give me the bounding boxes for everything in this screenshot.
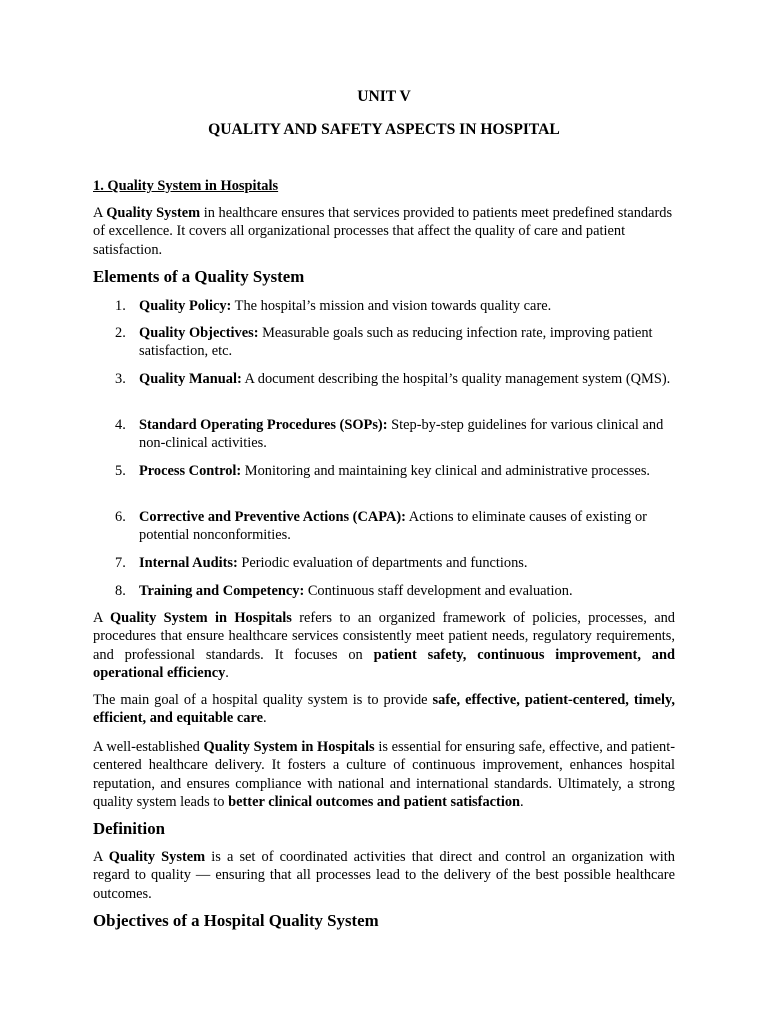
list-item-number: 4. — [115, 417, 126, 433]
definition-heading: Definition — [93, 819, 165, 838]
para3-text-c: . — [263, 710, 267, 727]
list-item-desc: Continuous staff development and evaluation. — [304, 583, 573, 599]
list-item — [93, 297, 675, 315]
main-title: QUALITY AND SAFETY ASPECTS IN HOSPITAL — [208, 121, 560, 138]
definition-text-c: is a set of coordinated activities that direct and control an organization with regard to quality — ensuring that all processes lead to the delivery of the best possible healthcare outcomes. — [93, 849, 675, 902]
unit-title: UNIT V — [357, 88, 411, 105]
paragraph-framework — [93, 609, 675, 683]
definition-term: Quality System — [108, 849, 206, 865]
list-item — [93, 582, 675, 600]
para4-term: Quality System in Hospitals — [203, 739, 375, 755]
para2-term: Quality System in Hospitals — [109, 610, 292, 626]
para4-text-a: A well-established — [93, 739, 204, 755]
intro-text-c: in healthcare ensures that services provided to patients meet predefined standards of excellence. It covers all organizational processes that affect the quality of care and patient satisfaction. — [93, 205, 673, 258]
definition-text-a: A — [93, 849, 109, 865]
list-item-term: Quality Manual: — [139, 371, 242, 387]
para2-text-c: refers to an organized framework of policies, processes, and procedures that ensure healthcare services consistently meet patient needs, regulatory requirements, and professional standards. It focuses on — [93, 610, 675, 663]
list-item-term: Training and Competency: — [139, 583, 305, 599]
list-item-number: 1. — [115, 298, 126, 314]
list-item-desc: Actions to eliminate causes of existing or potential nonconformities. — [139, 509, 647, 544]
paragraph-main-goal — [93, 691, 675, 728]
list-item-term: Quality Objectives: — [139, 325, 259, 341]
list-item-number: 7. — [115, 555, 126, 571]
list-item-term: Internal Audits: — [139, 555, 238, 571]
para2-text-e: . — [225, 665, 229, 682]
paragraph-well-established — [93, 738, 675, 812]
list-item-desc: A document describing the hospital’s quality management system (QMS). — [241, 371, 671, 387]
para4-text-c: is essential for ensuring safe, effective, and patient-centered healthcare delivery. It fosters a culture of continuous improvement, enhances hospital reputation, and ensures compliance with national and international standards. Ultimately, a strong quality system leads to — [93, 739, 675, 811]
list-item — [93, 462, 675, 480]
list-item — [93, 324, 675, 361]
para2-emphasis: patient safety, continuous improvement, and operational efficiency — [93, 646, 676, 682]
list-item — [93, 370, 675, 388]
list-item — [93, 416, 675, 453]
list-item — [93, 554, 675, 572]
list-item-number: 2. — [115, 325, 126, 341]
objectives-heading: Objectives of a Hospital Quality System — [93, 911, 379, 930]
section-title: 1. Quality System in Hospitals — [93, 178, 279, 194]
list-item-term: Standard Operating Procedures (SOPs): — [139, 417, 388, 433]
list-item-number: 6. — [115, 509, 126, 525]
para2-text-a: A — [93, 610, 110, 626]
definition-paragraph — [93, 848, 675, 903]
list-item-desc: Step-by-step guidelines for various clinical and non-clinical activities. — [139, 417, 664, 452]
para4-emphasis: better clinical outcomes and patient satisfaction — [228, 794, 521, 811]
list-item-desc: The hospital’s mission and vision towards quality care. — [231, 298, 552, 314]
intro-text-a: A — [93, 205, 107, 221]
para4-text-e: . — [520, 794, 524, 811]
list-item-term: Corrective and Preventive Actions (CAPA): — [139, 509, 406, 525]
list-item-desc: Periodic evaluation of departments and functions. — [237, 555, 528, 571]
para3-text-a: The main goal of a hospital quality system is to provide — [93, 692, 433, 708]
list-item-desc: Monitoring and maintaining key clinical and administrative processes. — [241, 463, 651, 479]
list-item-term: Process Control: — [139, 463, 242, 479]
para3-emphasis: safe, effective, patient-centered, timely, efficient, and equitable care — [93, 692, 676, 727]
list-item-term: Quality Policy: — [139, 298, 232, 314]
intro-term: Quality System — [106, 205, 201, 221]
list-item — [93, 508, 675, 545]
intro-paragraph — [93, 204, 675, 259]
list-item-number: 8. — [115, 583, 126, 599]
list-item-number: 3. — [115, 371, 126, 387]
list-item-number: 5. — [115, 463, 126, 479]
list-item-desc: Measurable goals such as reducing infection rate, improving patient satisfaction, etc. — [139, 325, 653, 360]
elements-heading: Elements of a Quality System — [93, 267, 305, 286]
